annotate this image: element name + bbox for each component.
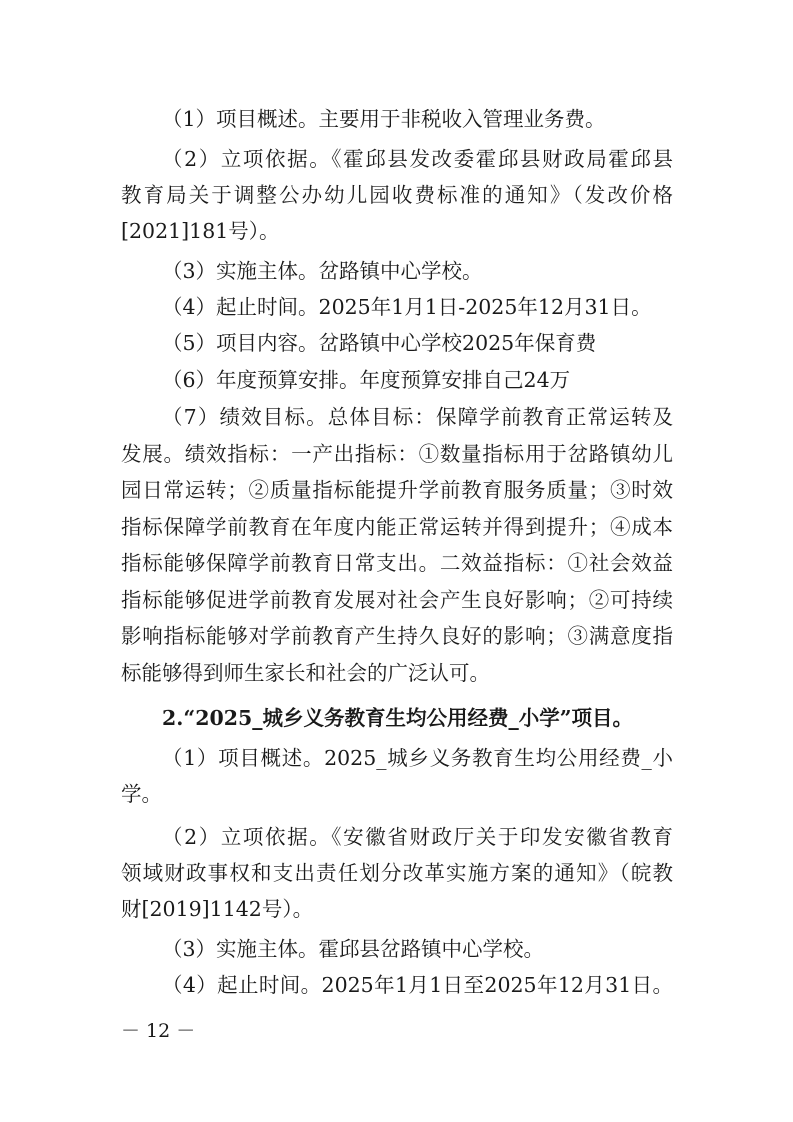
paragraph-line: 标能够得到师生家长和社会的广泛认可。 (121, 661, 490, 685)
paragraph-line: （5）项目内容。岔路镇中心学校2025年保育费 (162, 331, 597, 355)
paragraph-line: 财[2019]1142号）。 (121, 897, 314, 921)
paragraph-line: （6）年度预算安排。年度预算安排自己24万 (162, 368, 571, 392)
paragraph-line: [2021]181号）。 (121, 219, 280, 243)
paragraph-line: 学。 (121, 782, 162, 806)
paragraph-line: 领域财政事权和支出责任划分改革实施方案的通知》（皖教 (121, 861, 673, 885)
paragraph-line: （2）立项依据。《霍邱县发改委霍邱县财政局霍邱县 (162, 147, 673, 171)
paragraph-line: （1）项目概述。2025_城乡义务教育生均公用经费_小 (162, 746, 673, 770)
section-heading: 2.“2025_城乡义务教育生均公用经费_小学”项目。 (162, 706, 634, 730)
paragraph-line: 发展。绩效指标：一产出指标：①数量指标用于岔路镇幼儿 (121, 442, 673, 466)
paragraph-line: （7）绩效目标。总体目标：保障学前教育正常运转及 (162, 405, 673, 429)
paragraph-line: 指标保障学前教育在年度内能正常运转并得到提升；④成本 (121, 515, 673, 539)
paragraph-line: （3）实施主体。岔路镇中心学校。 (162, 259, 483, 283)
paragraph-line: （3）实施主体。霍邱县岔路镇中心学校。 (162, 937, 545, 961)
paragraph-line: （4）起止时间。2025年1月1日至2025年12月31日。 (162, 973, 673, 997)
paragraph-line: 指标能够保障学前教育日常支出。二效益指标：①社会效益 (121, 551, 673, 575)
paragraph-line: 指标能够促进学前教育发展对社会产生良好影响；②可持续 (121, 588, 673, 612)
paragraph-line: 影响指标能够对学前教育产生持久良好的影响；③满意度指 (121, 624, 673, 648)
page-number: － 12 － (121, 1020, 196, 1042)
paragraph-line: （1）项目概述。主要用于非税收入管理业务费。 (162, 107, 606, 131)
paragraph-line: （2）立项依据。《安徽省财政厅关于印发安徽省教育 (162, 825, 673, 849)
paragraph-line: 教育局关于调整公办幼儿园收费标准的通知》（发改价格 (121, 183, 673, 207)
paragraph-line: （4）起止时间。2025年1月1日-2025年12月31日。 (162, 295, 652, 319)
paragraph-line: 园日常运转；②质量指标能提升学前教育服务质量；③时效 (121, 478, 673, 502)
